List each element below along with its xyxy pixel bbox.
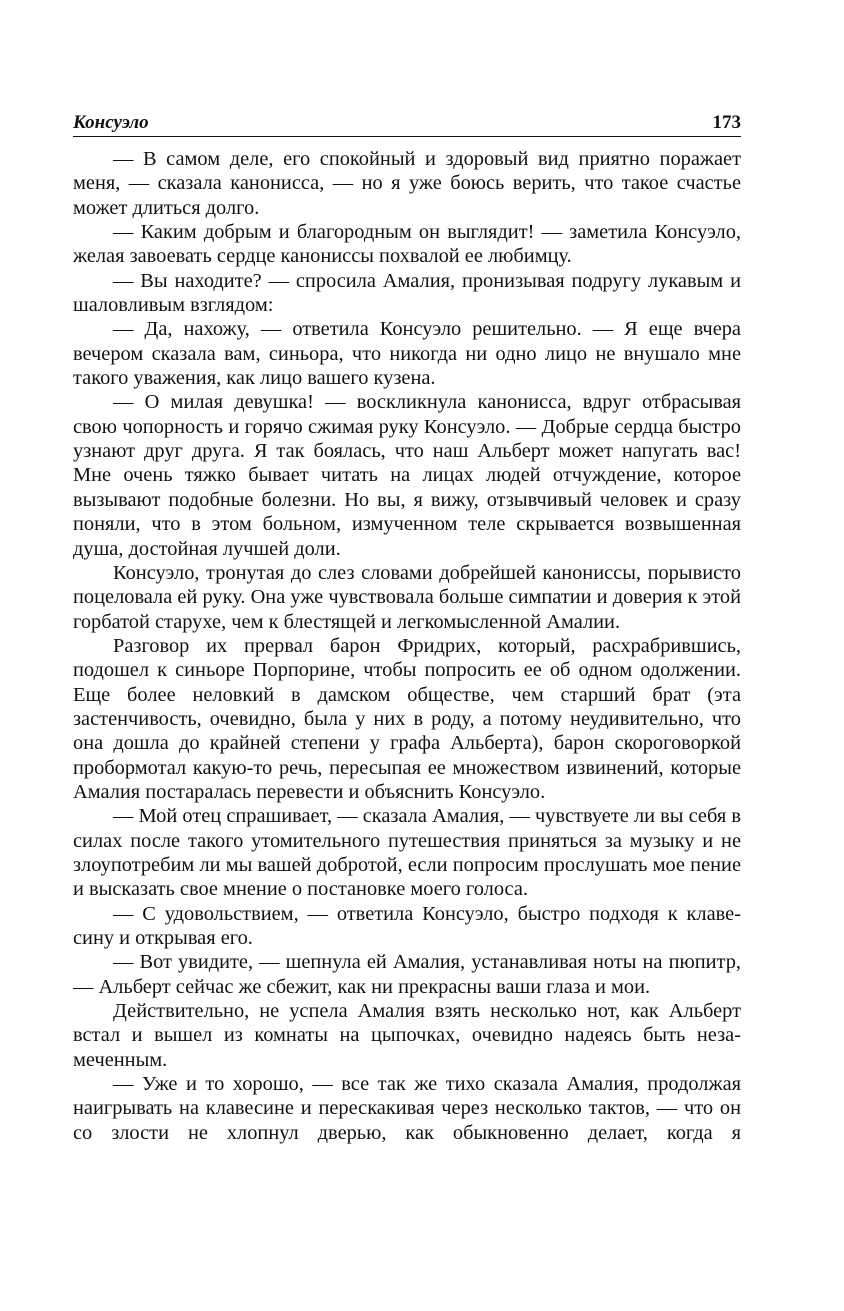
paragraph: — Уже и то хорошо, — все так же тихо сказала Амалия, продолжая наигрывать на клавесине и перескакивая через несколько тактов, — что он со злости не хлопнул дверью, как обыкновенно делает, когда я <box>73 1073 741 1144</box>
paragraph: — Вы находите? — спросила Амалия, пронизывая подругу лукавым и шаловливым взглядом: <box>73 269 741 317</box>
page-number: 173 <box>712 112 741 133</box>
paragraph: — Мой отец спрашивает, — сказала Амалия, — чувствуете ли вы себя в силах после такого утомительного путешествия приняться за музыку и не злоупотребим ли мы вашей добротой, если попросим прослушать мое пение и высказать свое мнение о постановке моего голоса. <box>73 805 741 901</box>
paragraph: — С удовольствием, — ответила Консуэло, быстро подходя к клавесину и открывая его. <box>73 902 741 949</box>
paragraph: — Каким добрым и благородным он выглядит! — заметила Консуэло, желая завоевать сердце канониссы похвалой ее любимцу. <box>73 221 741 268</box>
paragraph: — Да, нахожу, — ответила Консуэло решительно. — Я еще вчера вечером сказала вам, синьора, что никогда ни одно лицо не внушало мне такого уважения, как лицо вашего кузена. <box>73 318 741 390</box>
paragraph: Консуэло, тронутая до слез словами добрейшей канониссы, порывисто поцеловала ей руку. Она уже чувствовала больше симпатии и доверия к этой горбатой старухе, чем к блестящей и легкомысленной Амалии. <box>73 561 741 633</box>
paragraph: Действительно, не успела Амалия взять несколько нот, как Альберт встал и вышел из комнаты на цыпочках, очевидно надеясь быть незамеченным. <box>73 1000 741 1071</box>
text-body <box>73 147 741 1145</box>
running-header <box>73 108 741 137</box>
paragraph: — О милая девушка! — воскликнула канонисса, вдруг отбрасывая свою чопорность и горячо сжимая руку Консуэло. — Добрые сердца быстро узнают друг друга. Я так боялась, что наш Альберт может напугать вас! Мне очень тяжко бывает читать на лицах людей отчуждение, которое вызывают подобные болезни. Но вы, я вижу, отзывчивый человек и сразу поняли, что в этом больном, измученном теле скрывается возвышенная душа, достойная лучшей доли. <box>73 391 741 560</box>
paragraph: — В самом деле, его спокойный и здоровый вид приятно поражает меня, — сказала канонисса, — но я уже боюсь верить, что такое счастье может длиться долго. <box>73 148 741 219</box>
book-page <box>73 108 741 1145</box>
running-title: Консуэло <box>73 112 149 133</box>
paragraph: — Вот увидите, — шепнула ей Амалия, устанавливая ноты на пюпитр, — Альберт сейчас же сбежит, как ни прекрасны ваши глаза и мои. <box>73 951 741 998</box>
paragraph: Разговор их прервал барон Фридрих, который, расхрабрившись, подошел к синьоре Порпорине, чтобы попросить ее об одном одолжении. Еще более неловкий в дамском обществе, чем старший брат (эта застенчивость, очевидно, была у них в роду, а потому неудивительно, что она дошла до крайней степени у графа Альберта), барон скороговоркой пробормотал какую-то речь, пересыпая ее множеством извинений, которые Амалия постаралась перевести и объяснить Консуэло. <box>73 634 741 803</box>
